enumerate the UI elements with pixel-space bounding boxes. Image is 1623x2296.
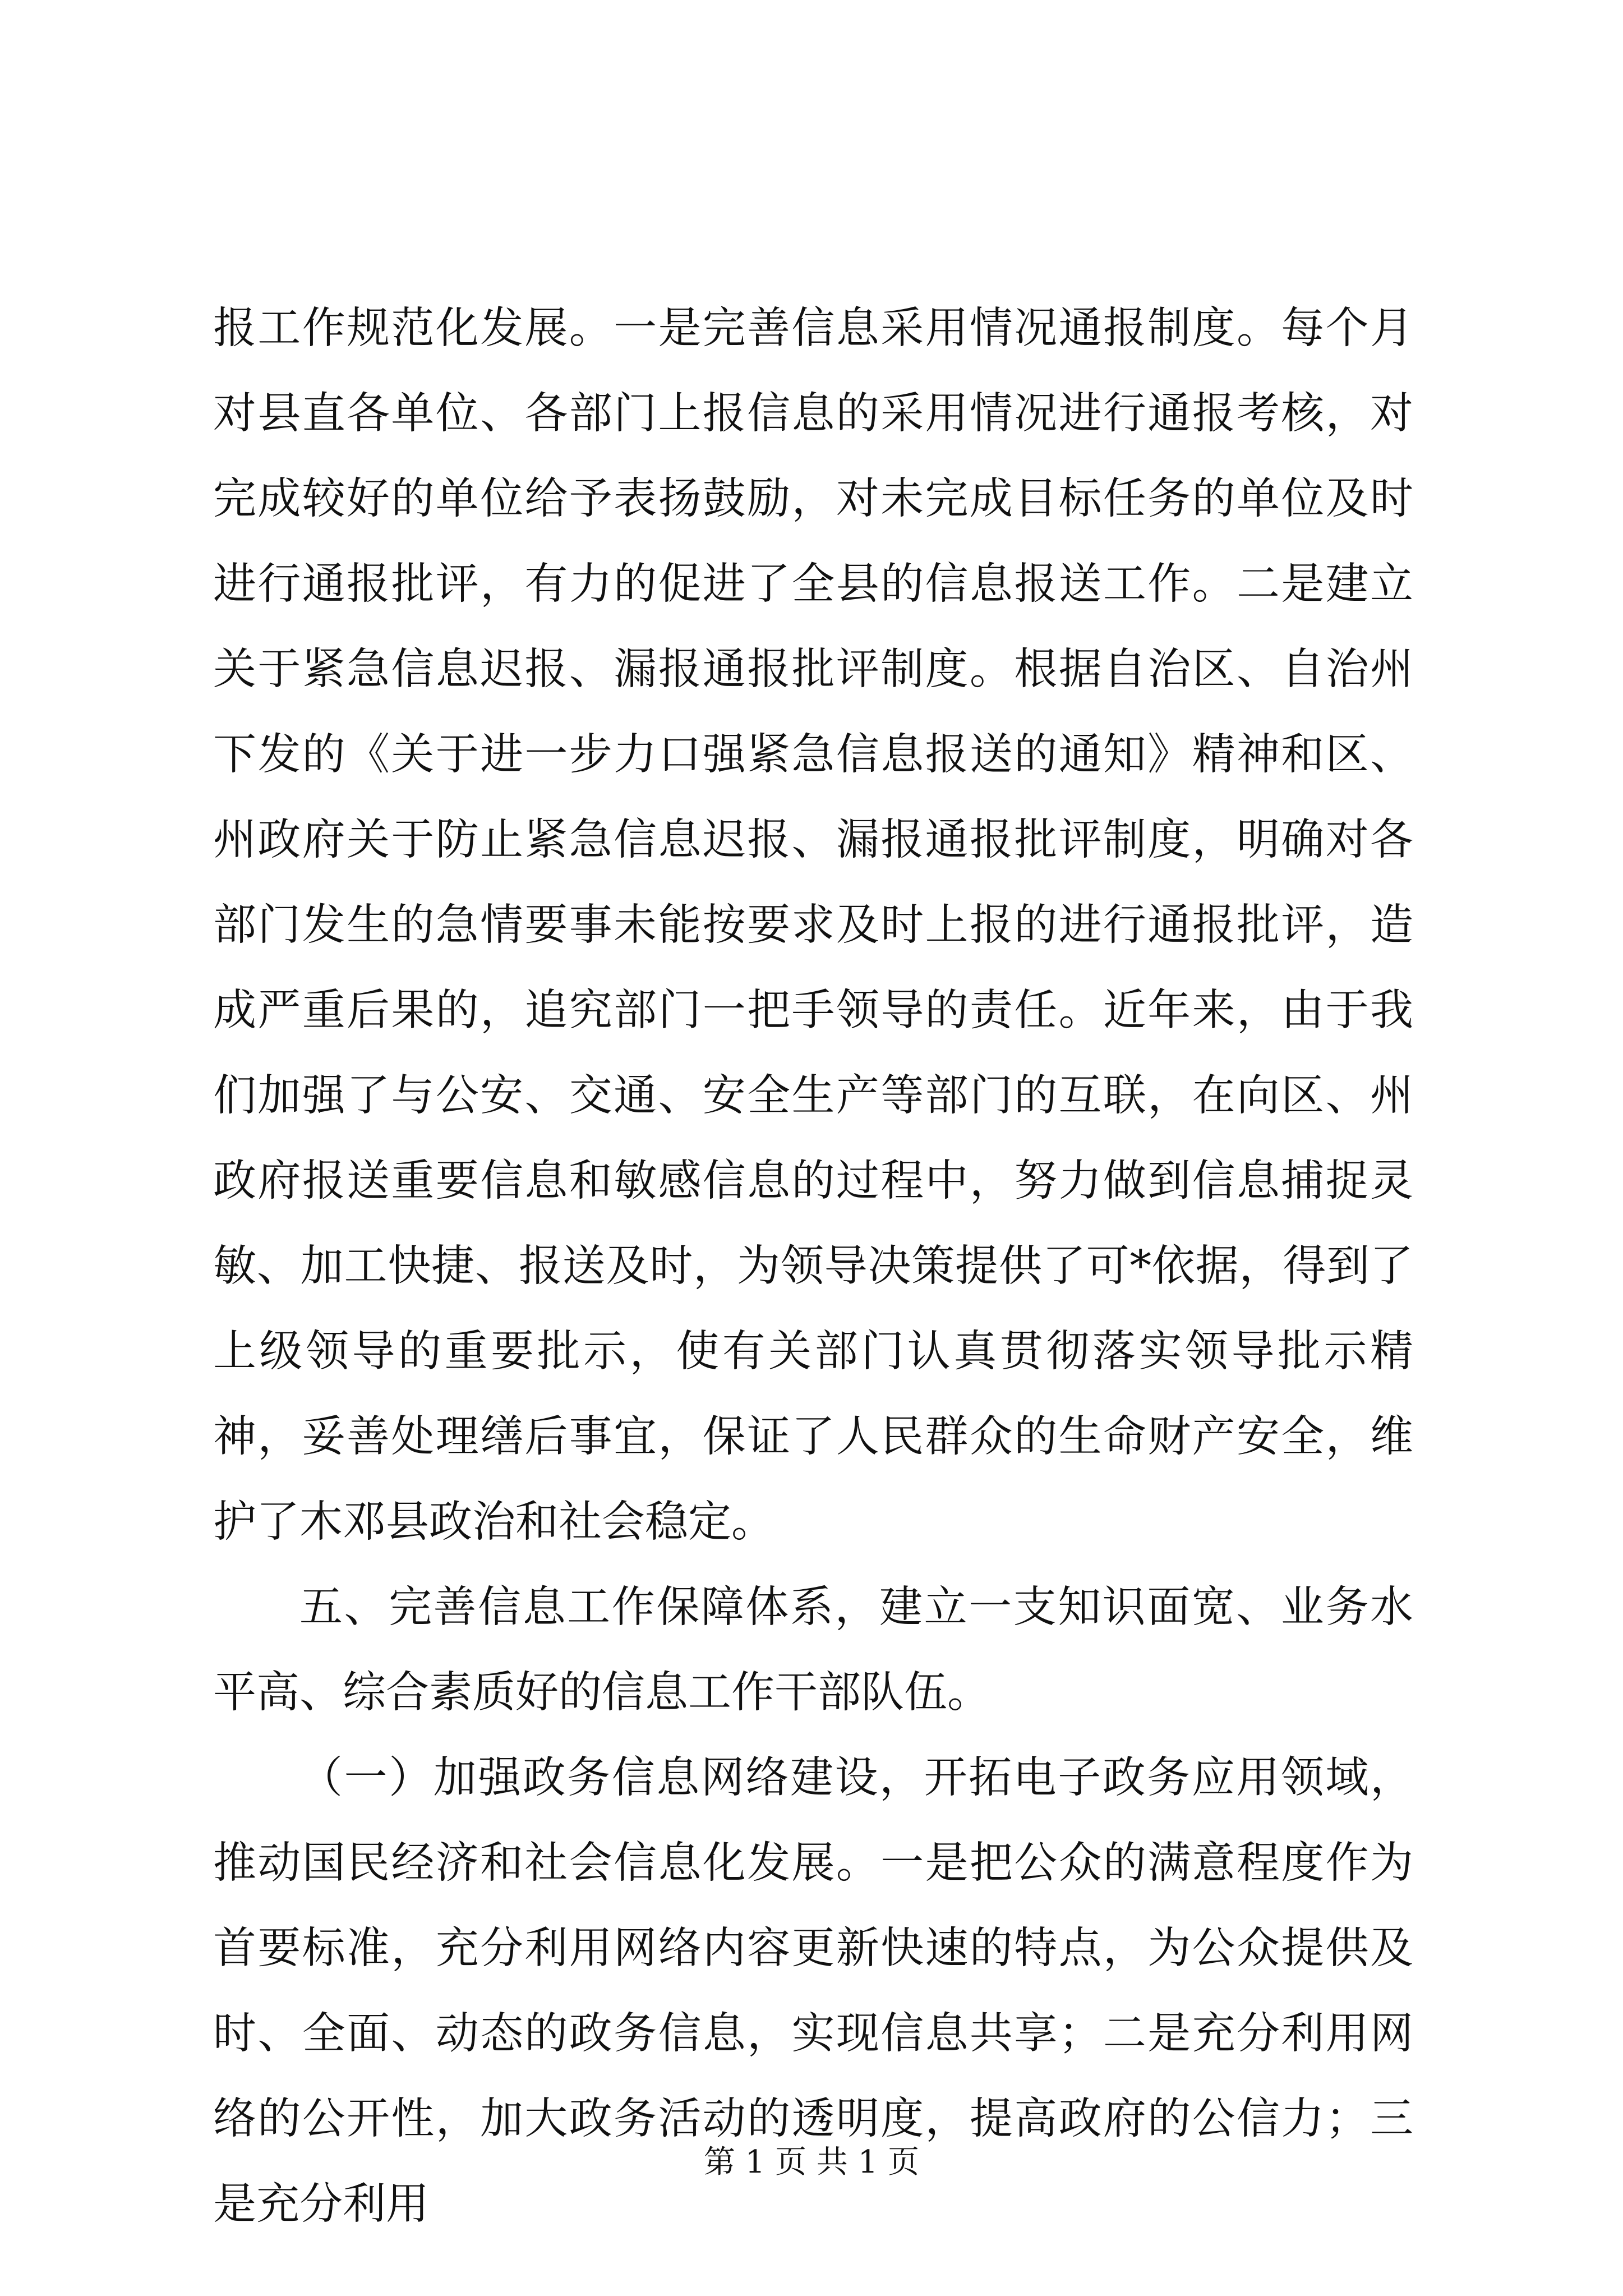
paragraph-1: 报工作规范化发展。一是完善信息采用情况通报制度。每个月对县直各单位、各部门上报信息的采用情况进行通报考核，对完成较好的单位给予表扬鼓励，对未完成目标任务的单位及时进行通报批评，有力的促进了全县的信息报送工作。二是建立关于紧急信息迟报、漏报通报批评制度。根据自治区、自治州下发的《关于进一步力口强紧急信息报送的通知》精神和区、州政府关于防止紧急信息迟报、漏报通报批评制度，明确对各部门发生的急情要事未能按要求及时上报的进行通报批评，造成严重后果的，追究部门一把手领导的责任。近年来，由于我们加强了与公安、交通、安全生产等部门的互联，在向区、州政府报送重要信息和敏感信息的过程中，努力做到信息捕捉灵敏、加工快捷、报送及时，为领导决策提供了可*依据，得到了上级领导的重要批示，使有关部门认真贯彻落实领导批示精神，妥善处理缮后事宜，保证了人民群众的生命财产安全，维护了木邓县政治和社会稳定。 — [213, 303, 1413, 1547]
paragraph-3: （一）加强政务信息网络建设，开拓电子政务应用领域，推动国民经济和社会信息化发展。一是把公众的满意程度作为首要标准，充分利用网络内容更新快速的特点，为公众提供及时、全面、动态的政务信息，实现信息共享；二是充分利用网络的公开性，加大政务活动的透明度，提高政府的公信力；三是充分利用 — [213, 1753, 1413, 2229]
document-body — [213, 286, 1413, 2247]
paragraph-2: 五、完善信息工作保障体系，建立一支知识面宽、业务水平高、综合素质好的信息工作干部队伍。 — [213, 1582, 1413, 1718]
page-footer: 第 1 页 共 1 页 — [703, 2144, 920, 2180]
